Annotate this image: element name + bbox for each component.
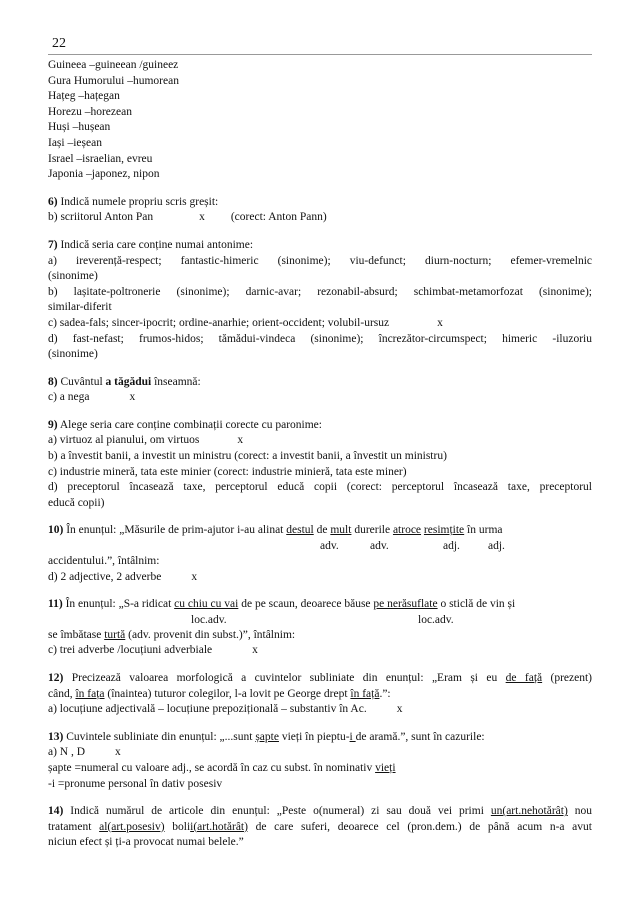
question-6: [48, 195, 592, 226]
question-text: Indică numărul de articole din enunțul: „Peste o(numeral) zi sau două vei primi: [63, 805, 491, 818]
list-item: Hațeg –hațegan: [48, 90, 120, 103]
question-10: [48, 523, 592, 585]
text-segment: de care suferi, deoarece cel (pron.dem.) de până acum n-a avut: [247, 820, 592, 833]
text-segment: (înaintea) tuturor colegilor, l-a lovit pe George drept: [104, 687, 351, 700]
answer-mark: x: [199, 211, 205, 224]
answer-mark: x: [252, 644, 258, 657]
underlined-word: vieți: [375, 761, 396, 774]
answer-text: a) locuțiune adjectivală – locuțiune prepozițională – substantiv în Ac.: [48, 703, 367, 716]
option-c: c) sadea-fals; sincer-ipocrit; ordine-anarhie; orient-occident; volubil-ursuz: [48, 316, 390, 329]
question-text-cont: niciun efect și ți-a provocat numai belele.”: [48, 836, 244, 849]
option-d-cont: (sinonime): [48, 348, 98, 361]
list-item: Horezu –horezean: [48, 105, 132, 118]
question-number: 12): [48, 672, 64, 684]
option-a: a) virtuoz al pianului, om virtuos: [48, 434, 200, 447]
answer-mark: x: [437, 316, 443, 329]
underlined-word: i(art.hotărât): [190, 820, 248, 833]
list-item: Iași –ieșean: [48, 136, 102, 149]
text-segment: de aramă.”, sunt în cazurile:: [355, 730, 485, 743]
target-word: a tăgădui: [105, 375, 152, 388]
annotation-label: loc.adv.: [191, 613, 227, 626]
question-text: Indică seria care conține numai antonime:: [57, 238, 254, 251]
text-segment: de: [313, 524, 331, 537]
underlined-word: un(art.nehotărât): [490, 805, 568, 818]
question-text: În enunțul: „S-a ridicat: [62, 598, 175, 611]
underlined-word: atroce: [392, 524, 422, 537]
annotation-label: adv.: [370, 540, 389, 553]
list-item: Gura Humorului –humorean: [48, 74, 179, 87]
answer-text: c) trei adverbe /locuțiuni adverbiale: [48, 644, 213, 657]
underlined-word: destul: [286, 524, 314, 537]
question-text: Alege seria care conține combinații corecte cu paronime:: [57, 418, 322, 431]
question-text: Cuvintele subliniate din enunțul: „...sunt: [63, 730, 256, 743]
question-number: 8): [48, 375, 58, 388]
header-rule: [48, 54, 592, 55]
underlined-word: cu chiu cu vai: [174, 598, 239, 611]
text-segment: .”:: [379, 687, 391, 700]
question-number: 14): [48, 805, 64, 818]
question-number: 10): [48, 524, 64, 537]
answer-text: c) a nega: [48, 391, 90, 404]
annotation-row: [48, 539, 592, 554]
option-a: a) ireverență-respect; fantastic-himeric (sinonime); viu-defunct; diurn-nocturn; efemer-vremelnic: [48, 254, 592, 267]
list-item: Guineea –guineean /guineez: [48, 59, 179, 71]
text-segment: nou: [567, 805, 593, 818]
option-d-cont: educă copii): [48, 496, 105, 509]
underlined-word: i: [349, 730, 356, 743]
page-number: 22: [52, 36, 66, 51]
annotation-label: loc.adv.: [418, 613, 454, 626]
underlined-word: de față: [505, 672, 543, 684]
option-d: d) fast-nefast; frumos-hidos; tămădui-vindeca (sinonime); încrezător-circumspect; himeric -iluzoriu: [48, 332, 592, 345]
answer-mark: x: [129, 391, 136, 404]
answer-mark: x: [191, 570, 198, 583]
text-segment: de pe scaun, deoarece băuse: [238, 598, 374, 611]
option-b: b) a învestit banii, a investit un ministru (corect: a investit banii, a învestit un ministru): [48, 450, 447, 463]
text-segment: vieți în pieptu-: [278, 730, 350, 743]
option-b-cont: similar-diferit: [48, 301, 112, 314]
document-page: [48, 36, 592, 851]
option-c: c) industrie mineră, tata este minier (corect: industrie minieră, tata este miner): [48, 465, 407, 478]
question-13: [48, 730, 592, 792]
option-a-cont: (sinonime): [48, 270, 98, 283]
underlined-word: în față: [350, 687, 380, 700]
answer-mark: x: [396, 703, 403, 716]
underlined-word: resimțite: [423, 524, 465, 537]
text-segment: (adv. provenit din subst.)”, întâlnim:: [125, 628, 296, 641]
question-number: 11): [48, 598, 63, 611]
question-7: [48, 238, 592, 363]
text-segment: tratament: [48, 820, 100, 833]
question-number: 6): [48, 195, 58, 208]
text-segment: când,: [48, 687, 76, 700]
answer-text: b) scriitorul Anton Pan: [48, 211, 154, 224]
question-14: [48, 804, 592, 851]
question-text: Cuvântul: [57, 375, 106, 388]
list-item: Huși –hușean: [48, 121, 111, 134]
question-text: În enunțul: „Măsurile de prim-ajutor i-au alinat: [63, 524, 287, 537]
annotation-label: adv.: [320, 540, 339, 553]
option-d: d) preceptorul încasează taxe, perceptorul educă copii (corect: perceptorul încasează taxe, preceptorul: [48, 481, 592, 494]
question-11: [48, 597, 592, 659]
underlined-word: al(art.posesiv): [99, 820, 165, 833]
question-text-cont: accidentului.”, întâlnim:: [48, 555, 160, 568]
answer-text: d) 2 adjective, 2 adverbe: [48, 570, 162, 583]
annotation-label: adj.: [443, 540, 460, 553]
question-12: [48, 671, 592, 718]
annotation-row: [48, 613, 592, 628]
question-text: Indică numele propriu scris greșit:: [57, 195, 219, 208]
question-text-end: înseamnă:: [151, 375, 201, 388]
question-8: [48, 375, 592, 406]
underlined-word: în fața: [75, 687, 105, 700]
option-b: b) lașitate-poltronerie (sinonime); darnic-avar; rezonabil-absurd; schimbat-metamorfozat (sinonime);: [48, 285, 592, 298]
text-segment: boli: [164, 820, 191, 833]
correction-note: (corect: Anton Pann): [230, 211, 327, 224]
text-segment: durerile: [351, 524, 393, 537]
list-item: Japonia –japonez, nipon: [48, 168, 160, 181]
question-text: Precizează valoarea morfologică a cuvintelor subliniate din enunțul: „Eram și eu: [63, 672, 506, 684]
list-item: Israel –israelian, evreu: [48, 152, 153, 165]
text-segment: (prezent): [542, 672, 593, 684]
underlined-word: mult: [330, 524, 352, 537]
text-segment: o sticlă de vin și: [437, 598, 516, 611]
underlined-word: pe nerăsuflate: [373, 598, 438, 611]
annotation-label: adj.: [488, 540, 505, 553]
answer-mark: x: [237, 434, 244, 447]
demonym-list: [48, 58, 592, 183]
explanation-line: -i =pronume personal în dativ posesiv: [48, 777, 223, 790]
question-number: 7): [48, 238, 58, 251]
question-number: 13): [48, 730, 64, 743]
underlined-word: șapte: [255, 730, 279, 743]
text-segment: șapte =numeral cu valoare adj., se acordă în caz cu subst. în nominativ: [48, 761, 376, 774]
text-segment: se îmbătase: [48, 628, 105, 641]
text-segment: în urma: [464, 524, 503, 537]
underlined-word: turtă: [104, 628, 126, 641]
question-number: 9): [48, 418, 58, 431]
answer-text: a) N , D: [48, 746, 86, 759]
question-9: [48, 418, 592, 512]
answer-mark: x: [115, 746, 121, 759]
